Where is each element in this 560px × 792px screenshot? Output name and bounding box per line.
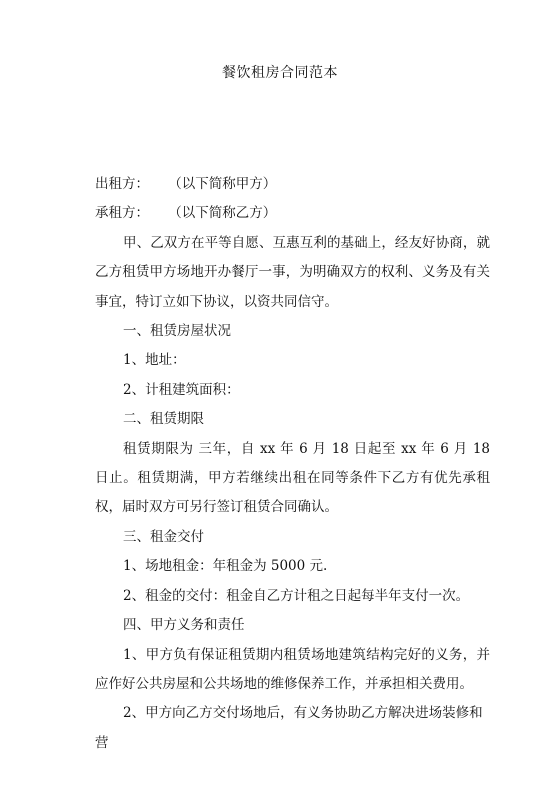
lessee-label: 承租方： <box>95 205 149 222</box>
section-heading: 三、租金交付 <box>123 528 204 545</box>
clause-lessor-duty-1: 1、甲方负有保证租赁期内租赁场地建筑结构完好的义务，并应作好公共房屋和公共场地的维修保养工作，并承担相关费用。 <box>95 646 490 692</box>
preamble-paragraph: 甲、乙双方在平等自愿、互惠互利的基础上，经友好协商，就乙方租赁甲方场地开办餐厅一事，为明确双方的权利、义务及有关事宜，特订立如下协议，以资共同信守。 <box>95 234 490 310</box>
clause-lease-term: 租赁期限为 三年，自 xx 年 6 月 18 日起至 xx 年 6 月 18 日止。租赁期满，甲方若继续出租在同等条件下乙方有优先承租权，届时双方可另行签订租赁合同确认。 <box>95 440 490 516</box>
lessor-value: （以下简称甲方） <box>175 176 277 192</box>
clause-rent-payment: 2、租金的交付：租金自乙方计租之日起每半年支付一次。 <box>123 587 470 604</box>
section-heading: 一、租赁房屋状况 <box>123 323 231 340</box>
section-heading: 四、甲方义务和责任 <box>123 617 245 634</box>
lessee-line <box>95 199 490 228</box>
lessor-label: 出租方： <box>95 176 149 192</box>
clause-lessor-duty-2: 2、甲方向乙方交付场地后，有义务协助乙方解决进场装修和营 <box>95 705 483 751</box>
document-body <box>95 170 490 758</box>
section-heading: 二、租赁期限 <box>123 411 204 428</box>
lessor-line <box>95 170 490 199</box>
lessee-value: （以下简称乙方） <box>175 205 277 222</box>
document-title: 餐饮租房合同范本 <box>222 65 338 81</box>
clause-rent-amount: 1、场地租金：年租金为 5000 元. <box>123 558 328 575</box>
clause-address: 1、地址： <box>123 352 186 369</box>
clause-area: 2、计租建筑面积： <box>123 381 240 398</box>
